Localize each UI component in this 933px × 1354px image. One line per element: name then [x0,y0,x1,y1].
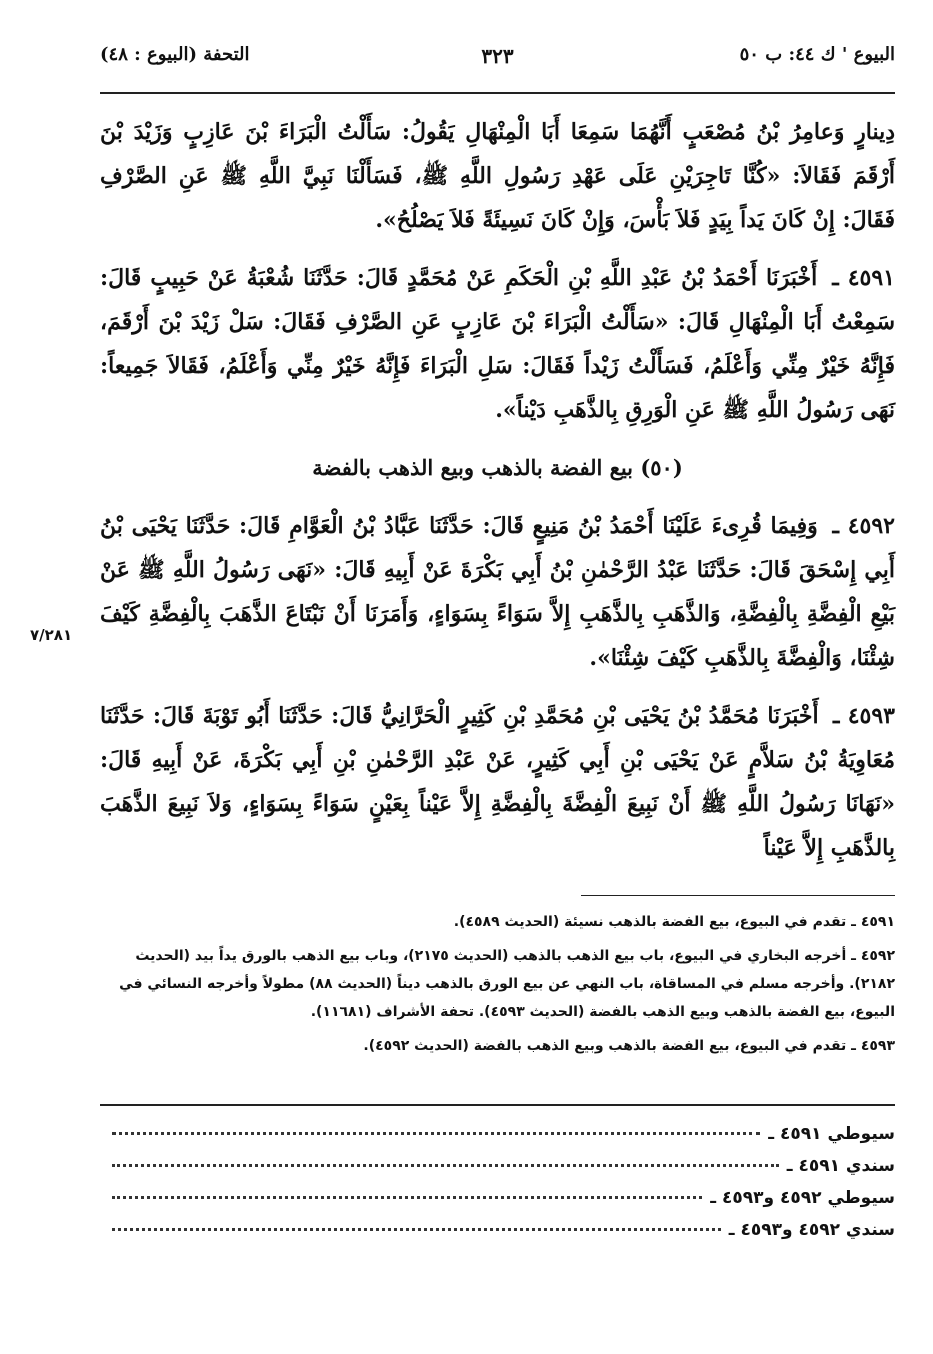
hadith-continuation: دِينارٍ وَعامِرُ بْنُ مُصْعَبٍ أَنَّهُمَا سَمِعَا أَبَا الْمِنْهَالِ يَقُولُ: سَأَلْتُ الْبَرَاءَ بْنَ عَازِبٍ وَزَيْدَ بْنَ أَرْقَمَ فَقَالاَ: «كُنَّا تَاجِرَيْنِ عَلَى عَهْدِ رَسُولِ اللَّهِ ﷺ، فَسَأَلْنَا نَبِيَّ اللَّهِ ﷺ عَنِ الصَّرْفِ فَقَالَ: إِنْ كَانَ يَداً بِيَدٍ فَلاَ بَأْسَ، وَإِنْ كَانَ نَسِيئَةً فَلاَ يَصْلُحُ». [100,119,895,233]
header-chapter-ref: البيوع ' ك ٤٤: ب ٥٠ [739,44,895,65]
hadith-4592 [100,504,895,680]
page-header [100,38,895,78]
commentary-row [100,1220,895,1250]
footnote-4591: ٤٥٩١ ـ تقدم في البيوع، بيع الفضة بالذهب نسيئة (الحديث ٤٥٨٩). [453,914,895,930]
commentary-row [100,1156,895,1186]
header-tuhfa-ref: التحفة (البيوع : ٤٨) [100,44,250,65]
dotted-leader [112,1228,721,1231]
commentary-divider [100,1104,895,1106]
footnotes [100,908,895,1066]
hadith-text: أَخْبَرَنَا مُحَمَّدُ بْنُ يَحْيَى بْنِ مُحَمَّدِ بْنِ كَثِيرٍ الْحَرَّانِيُّ قَالَ: حَدَّثَنَا أَبُو تَوْبَةَ قَالَ: حَدَّثَنَا مُعَاوِيَةُ بْنُ سَلاَّمٍ عَنْ يَحْيَى بْنِ أَبِي كَثِيرٍ، عَنْ عَبْدِ الرَّحْمٰنِ بْنِ أَبِي بَكْرَةَ، عَنْ أَبِيهِ قَالَ: «نَهَانَا رَسُولُ اللَّهِ ﷺ أَنْ نَبِيعَ الْفِضَّةَ بِالْفِضَّةِ إِلاَّ عَيْناً بِعَيْنٍ سَوَاءً بِسَوَاءٍ، وَلاَ نَبِيعَ الذَّهَبَ بِالذَّهَبِ إِلاَّ عَيْناً [100,703,895,861]
commentary-label: سندي ٤٥٩١ ـ [786,1156,895,1176]
commentary-label: سيوطي ٤٥٩١ ـ [768,1124,895,1144]
header-divider [100,92,895,94]
main-text [100,110,895,884]
page-number: ٣٢٣ [481,44,514,68]
chapter-heading: (٥٠) بيع الفضة بالذهب وبيع الذهب بالفضة [312,455,683,480]
commentary-row [100,1188,895,1218]
hadith-number: ٤٥٩٢ ـ [832,513,895,539]
footnote-divider [581,895,895,896]
hadith-4593 [100,694,895,870]
dotted-leader [112,1196,702,1199]
commentary-label: سيوطي ٤٥٩٢ و٤٥٩٣ ـ [710,1188,895,1208]
hadith-4591 [100,256,895,432]
hadith-text: وَفِيمَا قُرِىءَ عَلَيْنَا أَحْمَدُ بْنُ مَنِيعٍ قَالَ: حَدَّثَنَا عَبَّادُ بْنُ الْعَوَّامِ قَالَ: حَدَّثَنَا يَحْيَى بْنُ أَبِي إِسْحَقَ قَالَ: حَدَّثَنَا عَبْدُ الرَّحْمٰنِ بْنُ أَبِي بَكْرَةَ عَنْ أَبِيهِ قَالَ: «نَهَى رَسُولُ اللَّهِ ﷺ عَنْ بَيْعِ الْفِضَّةِ بِالْفِضَّةِ، وَالذَّهَبِ بِالذَّهَبِ إِلاَّ سَوَاءً بِسَوَاءٍ، وَأَمَرَنَا أَنْ نَبْتَاعَ الذَّهَبَ بِالْفِضَّةِ كَيْفَ شِئْنَا، وَالْفِضَّةَ بِالذَّهَبِ كَيْفَ شِئْنَا». [100,513,895,671]
commentary-row [100,1124,895,1154]
margin-reference: ٧/٢٨١ [30,626,73,644]
commentary-index [100,1124,895,1252]
dotted-leader [112,1164,779,1167]
footnote-4593: ٤٥٩٣ ـ تقدم في البيوع، بيع الفضة بالذهب وبيع الذهب بالفضة (الحديث ٤٥٩٢). [363,1038,895,1054]
hadith-text: أَخْبَرَنَا أَحْمَدُ بْنُ عَبْدِ اللَّهِ بْنِ الْحَكَمِ عَنْ مُحَمَّدٍ قَالَ: حَدَّثَنَا شُعْبَةُ عَنْ حَبِيبٍ قَالَ: سَمِعْتُ أَبَا الْمِنْهَالِ قَالَ: «سَأَلْتُ الْبَرَاءَ بْنَ عَازِبٍ عَنِ الصَّرْفِ فَقَالَ: سَلْ زَيْدَ بْنَ أَرْقَمَ، فَإِنَّهُ خَيْرٌ مِنِّي وَأَعْلَمُ، فَسَأَلْتُ زَيْداً فَقَالَ: سَلِ الْبَرَاءَ فَإِنَّهُ خَيْرٌ مِنِّي وَأَعْلَمُ، فَقَالاَ جَمِيعاً: نَهَى رَسُولُ اللَّهِ ﷺ عَنِ الْوَرِقِ بِالذَّهَبِ دَيْناً». [100,265,895,423]
hadith-number: ٤٥٩٣ ـ [832,703,895,729]
dotted-leader [112,1132,760,1135]
footnote-4592: ٤٥٩٢ ـ أخرجه البخاري في البيوع، باب بيع الذهب بالذهب (الحديث ٢١٧٥)، وباب بيع الذهب بالورق يداً بيد (الحديث ٢١٨٢). وأخرجه مسلم في المساقاة، باب النهي عن بيع الورق بالذهب ديناً (الحديث ٨٨) مطولاً وأخرجه النسائي في البيوع، بيع الفضة بالذهب وبيع الذهب بالفضة (الحديث ٤٥٩٣). تحفة الأشراف (١١٦٨١). [119,948,895,1020]
commentary-label: سندي ٤٥٩٢ و٤٥٩٣ ـ [728,1220,895,1240]
hadith-number: ٤٥٩١ ـ [832,265,895,291]
